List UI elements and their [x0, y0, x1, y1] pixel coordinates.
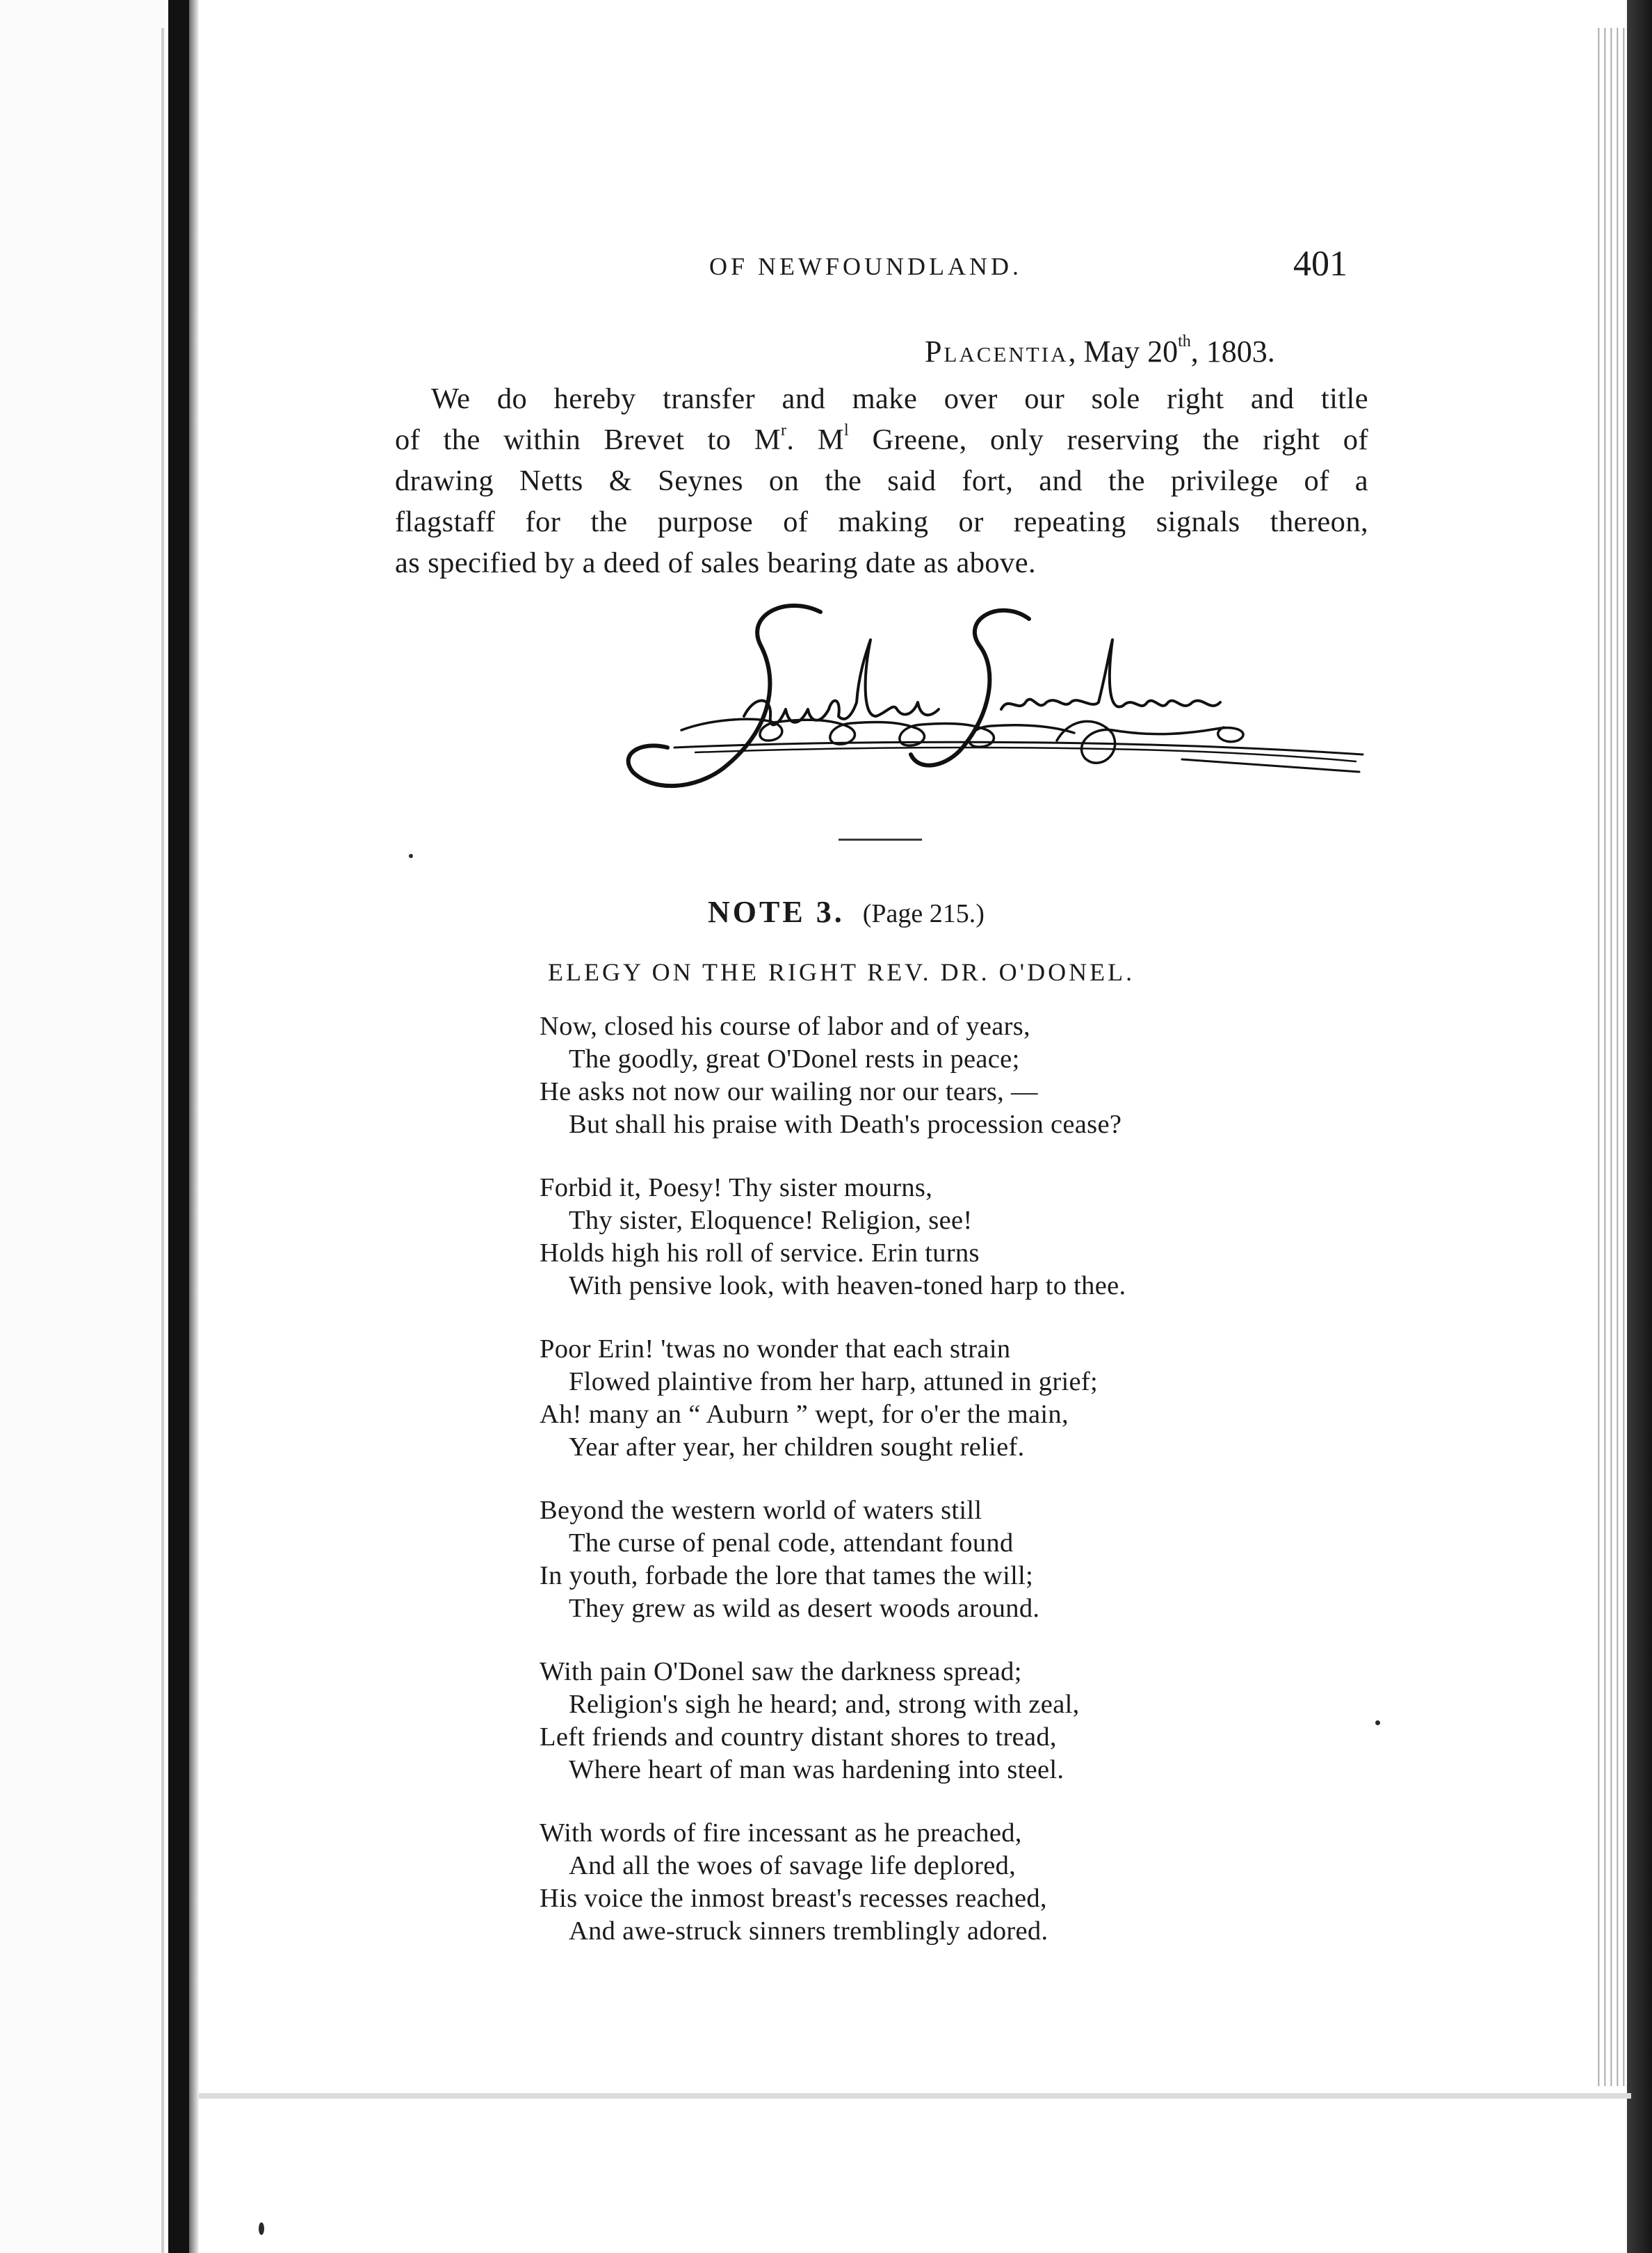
poem-line: Left friends and country distant shores to tread, — [540, 1722, 1057, 1752]
paragraph-line — [395, 419, 1368, 460]
poem-line: In youth, forbade the lore that tames the will; — [540, 1561, 1034, 1590]
paragraph-line: drawing Netts & Seynes on the said fort, and the privilege of a — [395, 465, 1368, 497]
left-facing-page — [0, 0, 165, 2253]
poem-line: Holds high his roll of service. Erin turns — [540, 1238, 980, 1268]
poem-line: They grew as wild as desert woods around. — [569, 1594, 1040, 1623]
poem-line: The goodly, great O'Donel rests in peace; — [569, 1044, 1020, 1074]
poem — [540, 1010, 1346, 1978]
poem-line: Beyond the western world of waters still — [540, 1496, 982, 1525]
left-page-edge — [161, 28, 164, 2253]
poem-line: With pain O'Donel saw the darkness spread; — [540, 1657, 1022, 1686]
poem-line: Forbid it, Poesy! Thy sister mourns, — [540, 1173, 933, 1202]
superscript: l — [844, 421, 850, 439]
poem-line: Flowed plaintive from her harp, attuned in grief; — [569, 1367, 1098, 1396]
stanza — [540, 1494, 1346, 1625]
dateline: Placentia, May 20th, 1803. — [925, 332, 1275, 369]
note-title: NOTE 3. — [708, 895, 845, 929]
paragraph-line-part: Greene, only reserving the right of — [849, 423, 1368, 456]
stanza — [540, 1010, 1346, 1141]
gutter-shadow — [189, 0, 199, 2253]
dateline-date: May 20 — [1083, 334, 1179, 369]
note-page-reference: (Page 215.) — [862, 899, 985, 928]
poem-line: Thy sister, Eloquence! Religion, see! — [569, 1206, 973, 1235]
poem-line: Religion's sigh he heard; and, strong with zeal, — [569, 1690, 1080, 1719]
stanza — [540, 1817, 1346, 1948]
poem-line: With pensive look, with heaven-toned harp to thee. — [569, 1271, 1126, 1300]
poem-line: Poor Erin! 'twas no wonder that each strain — [540, 1334, 1011, 1364]
paragraph-line: We do hereby transfer and make over our sole right and title — [431, 382, 1368, 415]
poem-line: He asks not now our wailing nor our tears, — — [540, 1077, 1038, 1106]
paragraph-line: flagstaff for the purpose of making or repeating signals thereon, — [395, 506, 1368, 538]
poem-line: But shall his praise with Death's procession cease? — [569, 1110, 1122, 1139]
stanza — [540, 1172, 1346, 1302]
poem-line: With words of fire incessant as he preached, — [540, 1818, 1022, 1848]
scan-speck — [1375, 1720, 1380, 1725]
superscript: r — [781, 421, 787, 439]
paragraph-line-part: of the within Brevet to M — [395, 423, 781, 456]
poem-line: Ah! many an “ Auburn ” wept, for o'er the main, — [540, 1400, 1069, 1429]
dateline-year: 1803. — [1206, 334, 1275, 369]
dateline-place: Placentia — [925, 334, 1069, 369]
poem-line: And all the woes of savage life deplored, — [569, 1851, 1017, 1880]
poem-line: His voice the inmost breast's recesses reached, — [540, 1884, 1047, 1913]
elegy-title: ELEGY ON THE RIGHT REV. DR. O'DONEL. — [548, 958, 1135, 986]
scan-speck — [259, 2222, 264, 2235]
poem-line: Year after year, her children sought relief. — [569, 1432, 1025, 1462]
running-head: OF NEWFOUNDLAND. — [709, 252, 1022, 280]
page-number: 401 — [1293, 244, 1347, 284]
scan-speck — [409, 854, 413, 858]
stanza — [540, 1333, 1346, 1464]
book-gutter — [168, 0, 189, 2253]
paragraph-line: as specified by a deed of sales bearing date as above. — [395, 547, 1036, 579]
stanza — [540, 1656, 1346, 1786]
signature-image — [612, 598, 1370, 807]
poem-line: And awe-struck sinners tremblingly adored. — [569, 1916, 1048, 1946]
poem-line: Now, closed his course of labor and of years, — [540, 1012, 1030, 1041]
poem-line: Where heart of man was hardening into steel. — [569, 1755, 1064, 1784]
section-divider — [839, 839, 922, 841]
poem-line: The curse of penal code, attendant found — [569, 1528, 1014, 1558]
paragraph-line-part: . M — [786, 423, 845, 456]
scan-border-right — [1627, 0, 1652, 2253]
dateline-date-suffix: th — [1178, 332, 1191, 350]
note-heading — [708, 894, 985, 930]
transfer-paragraph — [395, 378, 1368, 583]
page-edge-bottom — [199, 2093, 1631, 2099]
